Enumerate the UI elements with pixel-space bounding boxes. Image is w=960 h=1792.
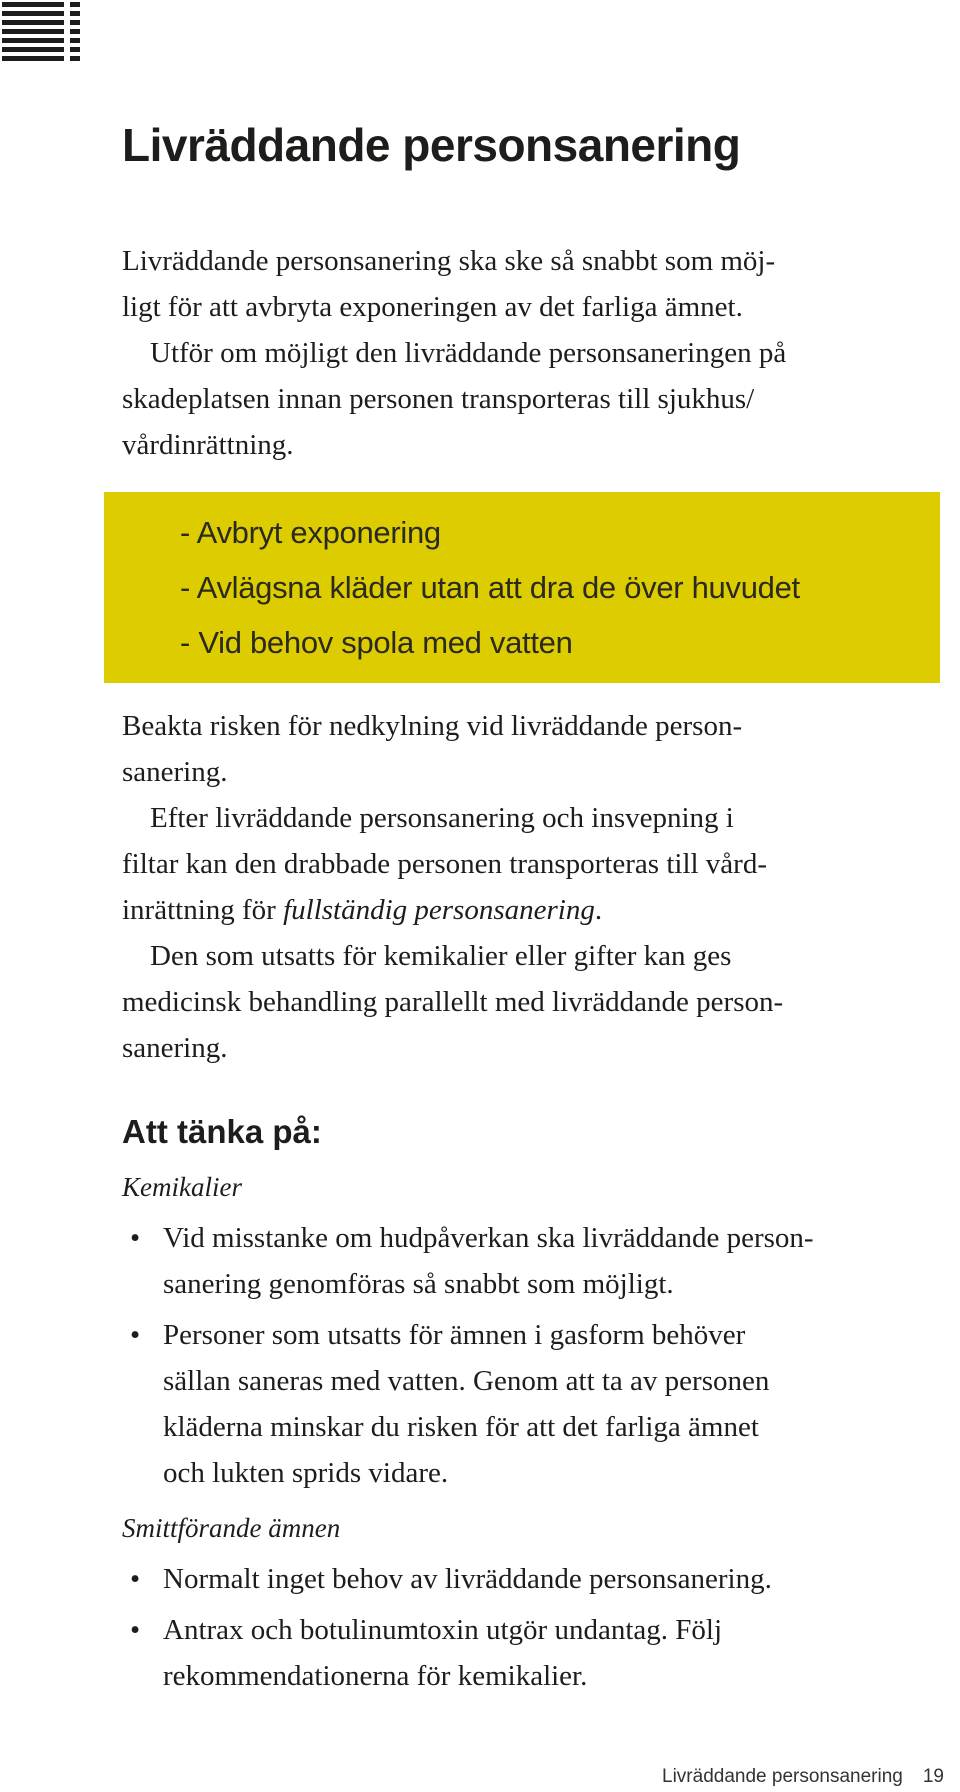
text-line-suffix: .: [594, 894, 603, 926]
text-line-prefix: inrättning för: [122, 894, 284, 926]
intro-paragraph-1: [122, 238, 934, 330]
bullet-icon: •: [130, 1614, 141, 1646]
intro-section: [122, 238, 934, 468]
text-line: sällan saneras med vatten. Genom att ta av personen: [163, 1365, 770, 1397]
page-number: 19: [922, 1766, 944, 1787]
body-paragraph-cooling: [122, 703, 934, 795]
body-section: [122, 703, 934, 1071]
text-line: Antrax och botulinumtoxin utgör undantag. Följ: [163, 1614, 723, 1646]
infectious-bullet-list: [130, 1556, 940, 1704]
text-line: sanering.: [122, 1032, 228, 1064]
text-line: kläderna minskar du risken för att det farliga ämnet: [163, 1411, 759, 1443]
page-title: Livräddande personsanering: [122, 119, 741, 171]
text-line: Personer som utsatts för ämnen i gasform behöver: [163, 1319, 746, 1351]
text-line: och lukten sprids vidare.: [163, 1457, 449, 1489]
action-item: - Vid behov spola med vatten: [180, 625, 573, 660]
text-line: Normalt inget behov av livräddande personsanering.: [163, 1563, 772, 1595]
page-footer: [662, 1766, 944, 1788]
italic-term: fullständig personsanering: [283, 894, 595, 926]
bullet-icon: •: [130, 1222, 141, 1254]
action-item: - Avlägsna kläder utan att dra de över huvudet: [180, 570, 800, 605]
list-item: [130, 1312, 940, 1496]
chemicals-bullet-list: [130, 1215, 940, 1501]
list-item: [130, 1215, 940, 1307]
intro-paragraph-2: [122, 330, 934, 468]
section-heading-think: Att tänka på:: [122, 1113, 322, 1150]
text-line: sanering.: [122, 756, 228, 788]
text-line: Utför om möjligt den livräddande personsaneringen på: [150, 337, 787, 369]
text-line: vårdinrättning.: [122, 429, 294, 461]
body-paragraph-treatment: [122, 933, 934, 1071]
list-item: [130, 1607, 940, 1699]
text-line: skadeplatsen innan personen transporteras till sjukhus/: [122, 383, 755, 415]
category-label-infectious: Smittförande ämnen: [122, 1513, 341, 1543]
bullet-icon: •: [130, 1563, 141, 1595]
list-item: [130, 1556, 940, 1602]
action-item: - Avbryt exponering: [180, 515, 441, 550]
footer-section-title: Livräddande personsanering: [662, 1766, 903, 1787]
bullet-icon: •: [130, 1319, 141, 1351]
text-line: medicinsk behandling parallellt med livräddande person-: [122, 986, 784, 1018]
text-line: ligt för att avbryta exponeringen av det farliga ämnet.: [122, 291, 743, 323]
text-line: filtar kan den drabbade personen transporteras till vård-: [122, 848, 767, 880]
action-list: [180, 505, 800, 670]
body-paragraph-transport: [122, 795, 934, 933]
text-line: Beakta risken för nedkylning vid livräddande person-: [122, 710, 743, 742]
category-label-chemicals: Kemikalier: [122, 1172, 242, 1202]
text-line: Vid misstanke om hudpåverkan ska livräddande person-: [163, 1222, 814, 1254]
menu-lines-icon: [2, 2, 82, 66]
text-line: Efter livräddande personsanering och insvepning i: [150, 802, 734, 834]
text-line: Den som utsatts för kemikalier eller gifter kan ges: [150, 940, 732, 972]
text-line: sanering genomföras så snabbt som möjligt.: [163, 1268, 674, 1300]
text-line: rekommendationerna för kemikalier.: [163, 1660, 588, 1692]
text-line: Livräddande personsanering ska ske så snabbt som möj-: [122, 245, 776, 277]
